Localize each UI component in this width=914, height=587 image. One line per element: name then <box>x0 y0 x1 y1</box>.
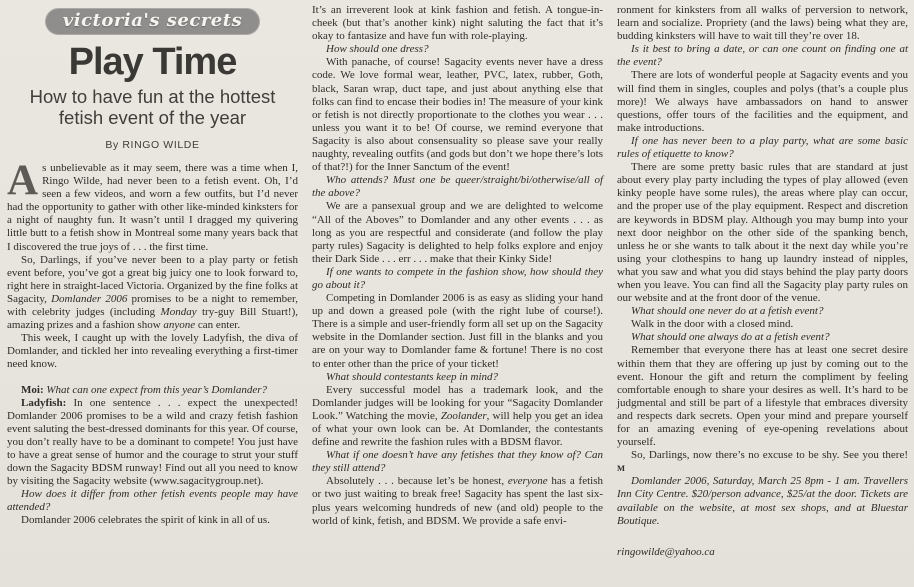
event-details <box>617 475 908 527</box>
text-segment: What should contestants keep in mind? <box>326 370 499 383</box>
text-segment: Domlander 2006 celebrates the spirit of kink in all of us. <box>21 514 270 527</box>
text-segment: Zoolander <box>440 409 487 422</box>
contact-email <box>617 546 908 559</box>
article-paragraph <box>7 254 298 333</box>
text-segment: If one has never been to a play party, what are some basic rules of etiquette to know? <box>617 134 908 161</box>
text-segment: What can one expect from this year’s Domlander? <box>46 383 268 396</box>
article-paragraph <box>312 292 603 371</box>
masthead <box>7 4 298 162</box>
text-segment: try-guy Bill Stuart!), amazing prizes and a fashion show <box>7 306 298 332</box>
text-segment: Domlander 2006, Saturday, March 25 8pm - 1 am. Travellers Inn City Centre. $20/person advance, $25/at the door. Tickets are available on the website, at most sex shops, and at Bluestar Boutique. <box>617 475 908 527</box>
interview-question <box>312 371 603 384</box>
text-segment: There are lots of wonderful people at Sagacity events and you will find them in singles, couples and polys (that’s a couple plus more)! We always have ambassadors on hand to answer questions, offer tours of the facilities and the equipment, and make introductions. <box>617 69 908 134</box>
text-segment: How does it differ from other fetish events people may have attended? <box>7 488 298 514</box>
text-segment: Moi: <box>21 383 44 396</box>
article-paragraph <box>312 475 603 527</box>
text-segment: can enter. <box>195 319 241 332</box>
text-segment: M <box>617 463 626 474</box>
text-segment: ronment for kinksters from all walks of perversion to network, learn and socialize. Propriety (and the laws) being what they are, budding kinksters will have to wait till they’re over 18. <box>617 4 908 43</box>
byline: By RINGO WILDE <box>105 139 200 151</box>
article-paragraph <box>7 332 298 371</box>
text-segment: This week, I caught up with the lovely Ladyfish, the diva of Domlander, and tickled her into revealing everything a first-timer need know. <box>7 332 298 371</box>
text-segment: Domlander 2006 <box>51 292 128 305</box>
text-segment: It’s an irreverent look at kink fashion and fetish. A tongue-in-cheek (but that’s another kink) night saluting the fact that it’s okay to fantasize and have fun with role-playing. <box>312 4 603 43</box>
text-segment: What if one doesn’t have any fetishes that they know of? Can they still attend? <box>312 449 603 475</box>
text-segment: Remember that everyone there has at least one secret desire within them that they are offering up just by coming out to the event. Honour the gift and return the compliment by feeling comfortable enough to share your desires as well. It’s hard to be judgmental and still be part of a lifestyle that embraces diversity and respects dark secrets. Open your mind and prepare yourself for an amazing evening of eye-opening revelations about yourself. <box>617 344 908 449</box>
interview-exchange <box>7 397 298 489</box>
article-paragraph <box>7 157 298 254</box>
text-segment: What should one always do at a fetish event? <box>631 331 830 344</box>
text-segment: promises to be a night to remember, with celebrity judges (including <box>7 292 299 319</box>
interview-question <box>312 174 603 200</box>
text-segment: If one wants to compete in the fashion show, how should they go about it? <box>312 265 603 291</box>
interview-question <box>312 266 603 292</box>
article-paragraph <box>7 514 298 527</box>
article-paragraph <box>312 56 603 174</box>
text-segment: In one sentence . . . expect the unexpected! Domlander 2006 promises to be a wild and crazy fetish fashion event saluting the best-dressed dominants for this year. Of course, you don’t really have to be a dominant to compete! You just have to have a great sense of humor and the courage to strut your stuff down the Sagacity BDSM runway! Find out all you need to know by visiting the Sagacity website (www.sagacitygroup.net). <box>7 396 298 488</box>
text-segment: everyone <box>507 475 548 488</box>
text-segment: has a fetish or two just waiting to break free! Sagacity has spent the last six-plus years welcoming hundreds of new (and old) people to the world of kink, fetish, and BDSM. We provide a safe envi- <box>312 475 603 527</box>
text-segment: Is it best to bring a date, or can one count on finding one at the event? <box>617 43 908 69</box>
interview-question <box>7 488 298 514</box>
interview-question <box>617 43 908 69</box>
article-subtitle: How to have fun at the hottest fetish event of the year <box>29 86 276 128</box>
article-column-1 <box>7 4 298 587</box>
text-segment: ringowilde@yahoo.ca <box>617 545 715 558</box>
article-paragraph <box>312 200 603 265</box>
text-segment: How should one dress? <box>326 43 429 56</box>
interview-question <box>312 43 603 56</box>
text-segment: There are some pretty basic rules that are standard at just about every play party including the types of play allowed (even kinky people have some rules), the areas where play can occur, and the proper use of the play equipment. Respect and discretion are keywords in BDSM play. Although you may bump into your next door neighbor on the other side of the spanking bench, unless he or she wants to talk about it the next day while you’re using your clothespins to hang up laundry instead of nipples, what you saw and what you did stays behind the play party doors when you leave. You can find all the Sagacity play party rules on our website and at the front door of the venue. <box>617 161 908 305</box>
article-paragraph <box>617 344 908 449</box>
text-segment: Walk in the door with a closed mind. <box>631 318 794 331</box>
text-segment: Every successful model has a trademark look, and the Domlander judges will be looking for your “Sagacity Domlander Look.” Watching the movie, <box>312 383 603 422</box>
drop-cap: A <box>7 157 39 204</box>
text-segment: Monday <box>160 306 197 319</box>
interview-question <box>312 449 603 475</box>
interview-question <box>617 331 908 344</box>
article-paragraph <box>617 69 908 134</box>
article-paragraph <box>312 4 603 43</box>
text-segment: We are a pansexual group and we are delighted to welcome “All of the Aboves” to Domlander and any other events . . . as long as you are respectful and considerate (and follow the play party rules) Sagacity is delighted to help folks explore and enjoy their Dark Side . . . err . . . make that their Kinky Side! <box>312 200 603 265</box>
text-segment: Who attends? Must one be queer/straight/bi/otherwise/all of the above? <box>312 174 603 200</box>
article-column-3 <box>617 4 908 587</box>
article-paragraph <box>617 4 908 43</box>
article-paragraph <box>617 318 908 331</box>
text-segment: Absolutely . . . because let’s be honest, <box>326 475 508 488</box>
article-column-2 <box>312 4 603 587</box>
article-paragraph <box>617 161 908 305</box>
article-paragraph <box>312 384 603 449</box>
text-segment: Competing in Domlander 2006 is as easy as sliding your hand up and down a greased pole (with the right lube of course!). There is a simple and user-friendly form all set up on the Sagacity website in the Domlander section. Just fill in the blanks and you are on your way to Domlander fame & fortune! There is no cost to enter other than the price of your ticket! <box>312 292 603 370</box>
text-segment: So, Darlings, now there’s no excuse to be shy. See you there! <box>631 449 908 462</box>
text-segment: , will help you get an idea of what your own look can be. At Domlander, the contestants define and rewrite the fashion rules with a BDSM flavor. <box>312 409 603 449</box>
text-segment: anyone <box>163 319 196 332</box>
text-segment: Ladyfish: <box>21 396 67 409</box>
interview-question <box>617 135 908 161</box>
text-segment: With panache, of course! Sagacity events never have a dress code. We love formal wear, leather, PVC, latex, rubber, Goth, black, Saran wrap, duct tape, and just about anything else that folks can find to encase their bodies in! The measure of your kink or fetish is not directly proportionate to the clothes you wear . . . unless you want it to be! Of course, we remind everyone that Sagacity is also about consensuality so please save your really naughty, revealing outfits (and gods but don’t we hope there’s lots of that?!) for the Inner Sanctum of the event! <box>312 56 603 174</box>
section-tag: victoria's secrets <box>45 8 260 35</box>
text-segment: What should one never do at a fetish event? <box>631 305 824 318</box>
text-segment: So, Darlings, if you’ve never been to a play party or fetish event before, you’ve got a great big juicy one to look forward to, right here in straight-laced Victoria. Organized by the fine folks at Sagacity, <box>7 253 298 305</box>
article-paragraph <box>617 449 908 475</box>
text-segment: s unbelievable as it may seem, there was a time when I, Ringo Wilde, had never been to a fetish event. Oh, I’d seen a few videos, and worn a few outfits, but I’d never had the opportunity to gather with other like-minded kinksters for a night of naughty fun. It wasn’t until I dragged my quivering little butt to a fetish show in Montreal some many years back that I discovered the true joys of . . . the first time. <box>7 162 298 253</box>
interview-question <box>617 305 908 318</box>
article-title: Play Time <box>68 41 237 83</box>
interview-exchange <box>7 384 298 397</box>
